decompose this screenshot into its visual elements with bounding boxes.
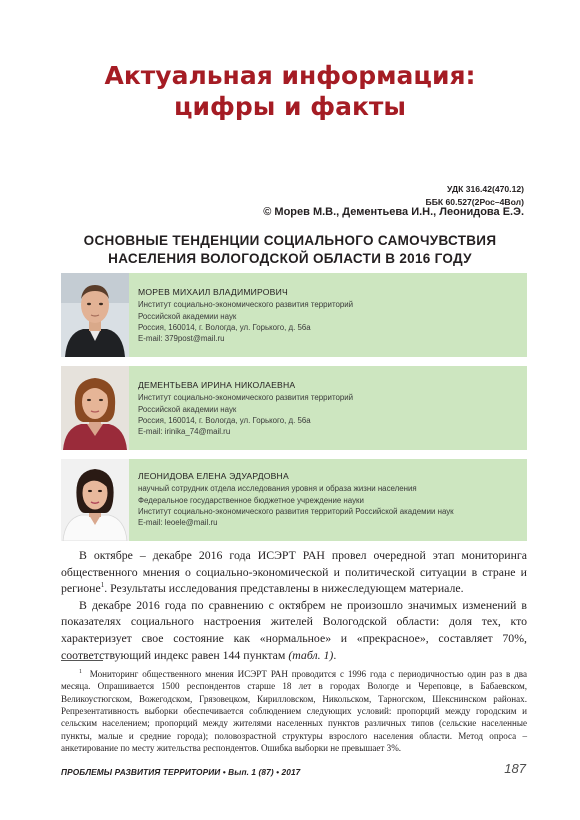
page-number: 187: [504, 761, 526, 776]
author-card-leonidova: [61, 459, 527, 541]
author-info-dementyeva: [138, 380, 521, 437]
footnote: [61, 666, 527, 754]
udk-code: УДК 316.42(470.12): [447, 184, 524, 194]
author-address: Россия, 160014, г. Вологда, ул. Горького, д. 56а: [138, 415, 311, 425]
author-affiliation-line: Российской академии наук: [138, 311, 237, 321]
paragraph-text: В декабре 2016 года по сравнению с октябрем не произошло значимых изменений в показателях социального настроения жителей Вологодской области: доля тех, кто характеризует свое состояние как «нормальное» и «прекрасное», составляет 70%, соответствующий индекс равен 144 пунктам: [61, 597, 527, 662]
paragraph-text-tail: .: [333, 647, 337, 662]
article-title-line-1: ОСНОВНЫЕ ТЕНДЕНЦИИ СОЦИАЛЬНОГО САМОЧУВСТВИЯ: [83, 233, 497, 248]
footnote-mark: 1: [79, 669, 82, 675]
author-email: E-mail: irinika_74@mail.ru: [138, 427, 231, 437]
author-name: ЛЕОНИДОВА ЕЛЕНА ЭДУАРДОВНА: [138, 471, 289, 481]
author-photo-morev: [61, 273, 129, 357]
article-body: [61, 547, 527, 663]
table-reference[interactable]: (табл. 1): [288, 647, 334, 662]
article-title: [0, 232, 580, 268]
footnote-divider: [61, 660, 103, 661]
author-affiliation-line: Федеральное государственное бюджетное учреждение науки: [138, 495, 364, 505]
author-name: ДЕМЕНТЬЕВА ИРИНА НИКОЛАЕВНА: [138, 380, 296, 390]
author-card-dementyeva: [61, 366, 527, 450]
author-name: МОРЕВ МИХАИЛ ВЛАДИМИРОВИЧ: [138, 287, 288, 297]
author-affiliation-line: Институт социально-экономического развития территорий Российской академии наук: [138, 506, 454, 516]
footnote-text: Мониторинг общественного мнения ИСЭРТ РАН проводится с 1996 года с периодичностью один раз в два месяца. Опрашивается 1500 респондентов старше 18 лет в городах Вологде и Череповце, в Бабаевском, Великоустюгском, Вожегодском, Грязовецком, Кирилловском, Никольском, Тарногском, Шекснинском районах. Репрезентативность выборки обеспечивается соблюдением следующих условий: пропорций между городским и сельским населением; пропорций между жителями населенных пунктов различных типов (сельские населенные пункты, малые и средние города); половозрастной структуры взрослого населения области. Метод опроса – анкетирование по месту жительства респондентов. Ошибка выборки не превышает 3%.: [61, 669, 527, 753]
body-paragraph-2: [61, 597, 527, 663]
section-title-line-1: Актуальная информация:: [104, 61, 476, 90]
author-email: E-mail: leoele@mail.ru: [138, 518, 218, 528]
section-title-line-2: цифры и факты: [173, 92, 407, 121]
journal-running-footer: ПРОБЛЕМЫ РАЗВИТИЯ ТЕРРИТОРИИ • Вып. 1 (87) • 2017: [61, 767, 301, 777]
footnote-reference[interactable]: 1: [100, 581, 105, 590]
section-title: [0, 60, 580, 122]
author-email: E-mail: 379post@mail.ru: [138, 334, 225, 344]
authors-line: © Морев М.В., Дементьева И.Н., Леонидова Е.Э.: [263, 206, 524, 218]
author-address: Россия, 160014, г. Вологда, ул. Горького, д. 56а: [138, 322, 311, 332]
author-position: научный сотрудник отдела исследования уровня и образа жизни населения: [138, 484, 417, 494]
author-photo-leonidova: [61, 459, 129, 541]
author-info-leonidova: [138, 471, 521, 528]
body-paragraph-1: [61, 547, 527, 597]
author-affiliation-line: Институт социально-экономического развития территорий: [138, 393, 354, 403]
bbk-code: ББК 60.527(2Рос–4Вол): [425, 197, 524, 207]
author-info-morev: [138, 287, 521, 344]
author-affiliation-line: Институт социально-экономического развития территорий: [138, 300, 354, 310]
author-photo-dementyeva: [61, 366, 129, 450]
author-affiliation-line: Российской академии наук: [138, 404, 237, 414]
paragraph-text-tail: . Результаты исследования представлены в нижеследующем материале.: [104, 581, 464, 596]
paragraph-text: В октябре – декабре 2016 года ИСЭРТ РАН провел очередной этап мониторинга общественного мнения о социально-экономической и политической ситуации в стране и регионе: [61, 548, 527, 596]
article-title-line-2: НАСЕЛЕНИЯ ВОЛОГОДСКОЙ ОБЛАСТИ В 2016 ГОДУ: [108, 251, 472, 266]
author-card-morev: [61, 273, 527, 357]
